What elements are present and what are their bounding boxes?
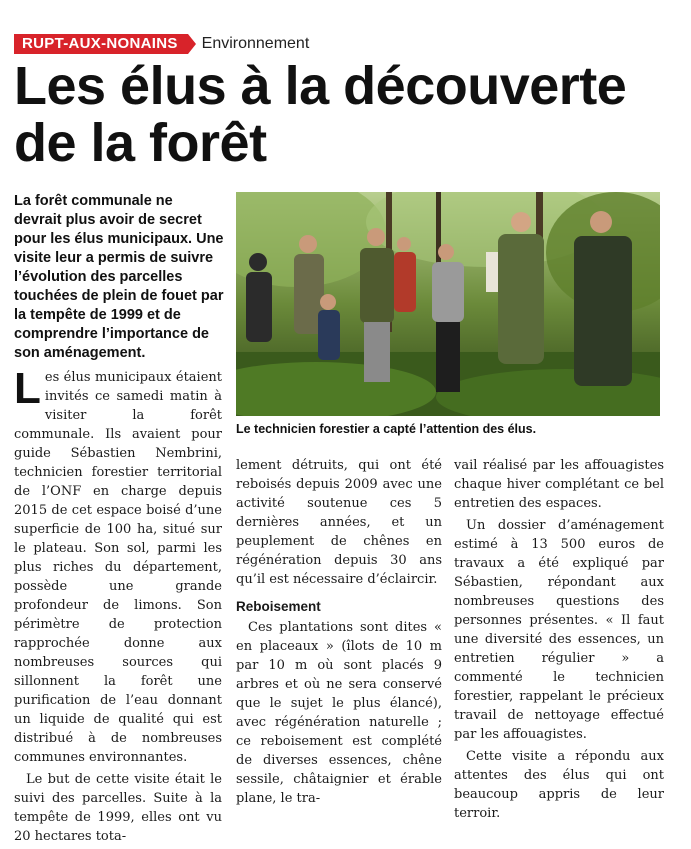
body-paragraph: Ces plantations sont dites « en placeaux » (îlots de 10 m par 10 m où sont placés 9 arbres et où ne sera conservé que le sujet le plus élancé), avec régénération naturelle ; ce reboisement est complété de diverses essences, chêne sessile, châtaignier et érable plane, le tra- (236, 620, 442, 806)
drop-cap: L (14, 364, 41, 413)
body-paragraph (14, 364, 222, 767)
article-column-3 (454, 456, 664, 826)
photo-caption: Le technicien forestier a capté l’attention des élus. (236, 422, 537, 436)
body-text: es élus municipaux étaient invités ce samedi matin à visiter la forêt communale. Ils avaient pour guide Sébastien Nembrini, technicien forestier territorial de l’ONF en charge depuis 2015 de cet espace boisé d’une superficie de 100 ha, situé sur le plateau. Son sol, parmi les plus riches du département, possède une grande profondeur de limons. Son périmètre de protection rapprochée donne aux nombreuses sources qui sillonnent la forêt une purification de l’eau donnant un liquide de qualité qui est distribué à de nombreuses communes environnantes. (14, 370, 222, 765)
location-tag: RUPT-AUX-NONAINS (14, 34, 188, 54)
headline: Les élus à la découverte de la forêt (14, 56, 627, 173)
kicker (14, 34, 309, 54)
body-paragraph: lement détruits, qui ont été reboisés depuis 2009 avec une activité soutenue ces 5 dernières années, et un peuplement de chênes en régénération depuis 30 ans qu’il est nécessaire d’éclaircir. (236, 458, 442, 587)
body-paragraph: Le but de cette visite était le suivi des parcelles. Suite à la tempête de 1999, elles ont vu 20 hectares tota- (14, 772, 222, 844)
body-paragraph: vail réalisé par les affouagistes chaque hiver complétant ce bel entretien des espaces. (454, 458, 664, 511)
rubric-label: Environnement (201, 35, 310, 52)
lead-paragraph: La forêt communale ne devrait plus avoir de secret pour les élus municipaux. Une visite leur a permis de suivre l’évolution des parcelles touchées de plein de fouet par la tempête de 1999 et de comprendre l’importance de son aménagement. (14, 193, 224, 361)
article-column-1 (14, 364, 222, 849)
body-paragraph: Cette visite a répondu aux attentes des élus qui ont beaucoup appris de leur terroir. (454, 749, 664, 821)
body-paragraph: Un dossier d’aménagement estimé à 13 500 euros de travaux a été expliqué par Sébastien, répondant aux nombreuses questions des personnes présentes. « Il faut une diversité des essences, un entretien régulier » a commenté le technicien forestier, rappelant le précieux travail de nettoyage effectué par les affouagistes. (454, 518, 664, 742)
article-photo (236, 192, 660, 416)
photo-forest-group-icon (236, 192, 660, 416)
section-subheading: Reboisement (236, 599, 321, 614)
